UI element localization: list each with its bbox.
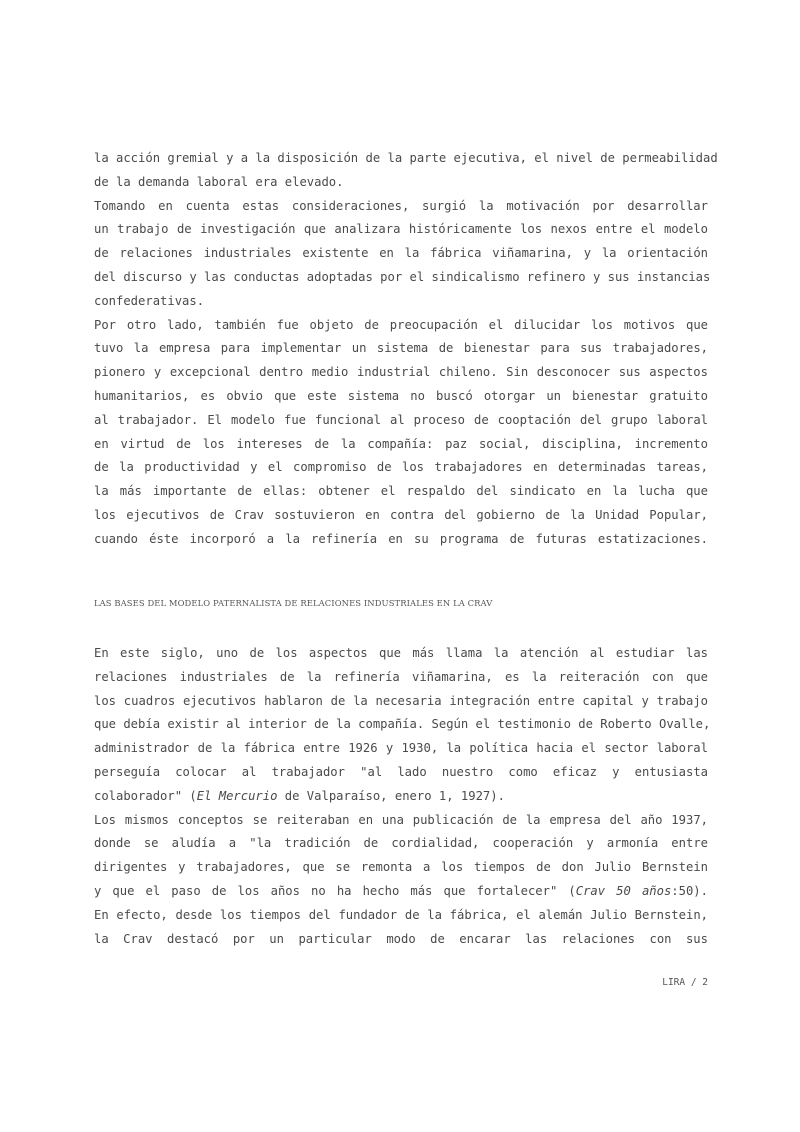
text-line: En este siglo, uno de los aspectos que más llama la atención al estudiar las — [94, 646, 708, 660]
text-line: un trabajo de investigación que analizara históricamente los nexos entre el modelo — [94, 222, 708, 237]
publication-title: Crav 50 años — [575, 883, 672, 898]
intro-paragraphs — [94, 147, 718, 552]
text-segment: de Valparaíso, enero 1, 1927). — [277, 788, 505, 803]
text-line: Los mismos conceptos se reiteraban en una publicación de la empresa del año 1937, — [94, 812, 708, 827]
text-line: perseguía colocar al trabajador "al lado nuestro como eficaz y entusiasta — [94, 764, 708, 779]
text-segment: colaborador" ( — [94, 788, 197, 803]
text-line: relaciones industriales de la refinería viñamarina, es la reiteración con que — [94, 669, 708, 684]
text-line: Por otro lado, también fue objeto de preocupación el dilucidar los motivos que — [94, 317, 708, 332]
section-heading: LAS BASES DEL MODELO PATERNALISTA DE RELACIONES INDUSTRIALES EN LA CRAV — [94, 598, 493, 608]
text-line: donde se aludía a "la tradición de cordialidad, cooperación y armonía entre — [94, 836, 708, 851]
text-line: los ejecutivos de Crav sostuvieron en contra del gobierno de la Unidad Popular, — [94, 507, 708, 522]
text-segment: :50). — [671, 883, 708, 898]
text-line: Tomando en cuenta estas consideraciones, surgió la motivación por desarrollar — [94, 198, 708, 213]
page-footer: LIRA / 2 — [662, 977, 708, 988]
text-line: dirigentes y trabajadores, que se remonta a los tiempos de don Julio Bernstein — [94, 860, 708, 875]
text-line: cuando éste incorporó a la refinería en su programa de futuras estatizaciones. — [94, 531, 708, 546]
text-line: En efecto, desde los tiempos del fundador de la fábrica, el alemán Julio Bernstein, — [94, 907, 708, 922]
text-line: los cuadros ejecutivos hablaron de la necesaria integración entre capital y trabajo — [94, 693, 708, 708]
text-line: de la demanda laboral era elevado. — [94, 174, 344, 189]
text-line: la Crav destacó por un particular modo de encarar las relaciones con sus — [94, 931, 708, 946]
text-segment: y que el paso de los años no ha hecho más que fortalecer" ( — [94, 883, 576, 898]
text-line: de relaciones industriales existente en la fábrica viñamarina, y la orientación — [94, 246, 708, 261]
section-paragraphs — [94, 642, 711, 951]
text-line: la acción gremial y a la disposición de la parte ejecutiva, el nivel de permeabilidad — [94, 151, 718, 165]
text-line: confederativas. — [94, 293, 205, 308]
text-line: administrador de la fábrica entre 1926 y 1930, la política hacia el sector laboral — [94, 741, 708, 756]
text-line: la más importante de ellas: obtener el respaldo del sindicato en la lucha que — [94, 484, 708, 499]
text-line — [94, 785, 708, 809]
text-line — [94, 880, 708, 904]
text-line: humanitarios, es obvio que este sistema no buscó otorgar un bienestar gratuito — [94, 388, 708, 403]
publication-title: El Mercurio — [196, 788, 278, 803]
text-line: del discurso y las conductas adoptadas por el sindicalismo refinero y sus instancias — [94, 269, 711, 284]
text-line: al trabajador. El modelo fue funcional al proceso de cooptación del grupo laboral — [94, 412, 708, 427]
text-line: de la productividad y el compromiso de los trabajadores en determinadas tareas, — [94, 460, 708, 475]
text-line: tuvo la empresa para implementar un sistema de bienestar para sus trabajadores, — [94, 341, 708, 356]
text-line: pionero y excepcional dentro medio industrial chileno. Sin desconocer sus aspectos — [94, 365, 708, 380]
text-line: que debía existir al interior de la compañía. Según el testimonio de Roberto Ovalle, — [94, 717, 711, 732]
text-line: en virtud de los intereses de la compañía: paz social, disciplina, incremento — [94, 436, 708, 451]
